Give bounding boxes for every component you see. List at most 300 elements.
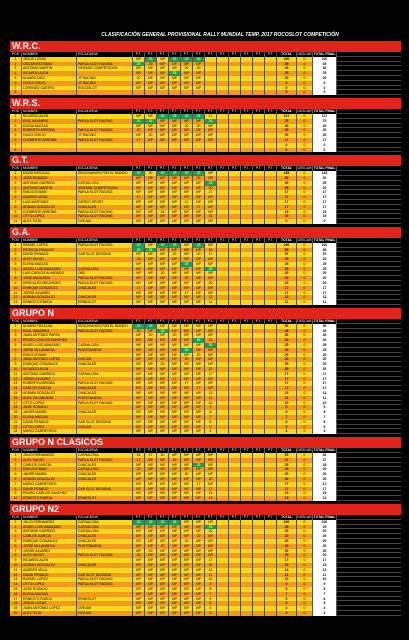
row-stage-points: NP bbox=[205, 133, 217, 138]
row-stage-points: NP bbox=[169, 553, 181, 558]
header-stage: P.T. bbox=[217, 448, 229, 453]
row-name: ANTONIO GARRIDO bbox=[22, 529, 77, 534]
row-stage-points: 25 bbox=[133, 119, 145, 124]
row-team: CATNALOGA bbox=[77, 343, 133, 348]
row-stage-points: NP bbox=[205, 362, 217, 367]
row-stage-points: NP bbox=[169, 405, 181, 410]
row-stage-points: NP bbox=[133, 86, 145, 91]
row-team: PARLA SLOT RACING bbox=[77, 128, 133, 133]
row-stage-points: NP bbox=[145, 410, 157, 415]
row-stage-points: 13 bbox=[205, 295, 217, 300]
row-stage-points: NP bbox=[169, 477, 181, 482]
header-final: TOTAL FINAL bbox=[313, 319, 336, 324]
row-pos: 8 bbox=[10, 487, 22, 492]
row-stage-points: NP bbox=[205, 520, 217, 525]
row-stage-points bbox=[229, 90, 241, 95]
row-stage-points: 25 bbox=[181, 57, 193, 62]
row-stage-points: NP bbox=[145, 262, 157, 267]
header-stage: P.T. bbox=[169, 448, 181, 453]
row-stage-points: NP bbox=[133, 472, 145, 477]
header-total: TOTAL bbox=[277, 319, 297, 324]
row-name: ANTONIO GARRIDO bbox=[22, 372, 77, 377]
row-total: 17 bbox=[277, 558, 297, 563]
row-stage-points: 17 bbox=[205, 114, 217, 119]
row-pos: 5 bbox=[10, 76, 22, 81]
row-stage-points: NP bbox=[181, 396, 193, 401]
row-stage-points: NP bbox=[181, 563, 193, 568]
row-pos: 6 bbox=[10, 544, 22, 549]
section-3 bbox=[10, 227, 401, 305]
row-stage-points: NP bbox=[145, 386, 157, 391]
row-final: 4 bbox=[313, 606, 337, 611]
row-descarte: 0 bbox=[297, 214, 313, 219]
row-stage-points: 25 bbox=[145, 324, 157, 329]
row-descarte: 0 bbox=[297, 114, 313, 119]
row-stage-points: 3 bbox=[205, 611, 217, 616]
row-stage-points: 25 bbox=[145, 119, 157, 124]
header-descarte: DESCAR bbox=[297, 319, 312, 324]
row-stage-points: NP bbox=[181, 534, 193, 539]
row-name: ANGEL LUIS MANZANO bbox=[22, 343, 77, 348]
row-stage-points: NP bbox=[157, 525, 169, 530]
row-total: 6 bbox=[277, 597, 297, 602]
row-stage-points: NP bbox=[157, 611, 169, 616]
row-stage-points: NP bbox=[181, 214, 193, 219]
header-stage: P.T. bbox=[205, 109, 217, 114]
row-stage-points: NP bbox=[193, 553, 205, 558]
row-pos: 6 bbox=[10, 81, 22, 86]
header-stage: P.T. bbox=[181, 319, 193, 324]
row-stage-points: NP bbox=[157, 248, 169, 253]
row-total: 5 bbox=[277, 601, 297, 606]
row-final: 5 bbox=[313, 425, 337, 430]
row-stage-points: NP bbox=[157, 482, 169, 487]
row-stage-points: NP bbox=[145, 553, 157, 558]
row-pos: 18 bbox=[10, 405, 22, 410]
row-stage-points: NP bbox=[193, 458, 205, 463]
row-stage-points: NP bbox=[145, 66, 157, 71]
row-stage-points: NP bbox=[169, 181, 181, 186]
row-pos: 11 bbox=[10, 291, 22, 296]
row-stage-points: 20 bbox=[133, 128, 145, 133]
row-descarte: 0 bbox=[297, 333, 313, 338]
row-stage-points: NP bbox=[133, 539, 145, 544]
row-pos: 4 bbox=[10, 128, 22, 133]
row-stage-points bbox=[157, 148, 169, 153]
row-name: JORDI VILLANUEVA bbox=[22, 544, 77, 549]
row-name: ROBERTO ARROBA bbox=[22, 128, 77, 133]
section-6 bbox=[10, 504, 401, 616]
row-descarte: 0 bbox=[297, 71, 313, 76]
row-pos: 8 bbox=[10, 90, 22, 95]
row-pos: 7 bbox=[10, 353, 22, 358]
row-pos: 6 bbox=[10, 477, 22, 482]
row-stage-points: NP bbox=[157, 257, 169, 262]
row-stage-points: 20 bbox=[193, 252, 205, 257]
row-stage-points: NP bbox=[133, 487, 145, 492]
row-stage-points: NP bbox=[193, 219, 205, 224]
row-total: 17 bbox=[277, 377, 297, 382]
row-stage-points: 15 bbox=[205, 338, 217, 343]
row-name bbox=[22, 90, 77, 95]
row-stage-points: NP bbox=[169, 271, 181, 276]
row-stage-points: 25 bbox=[133, 248, 145, 253]
row-stage-points: NP bbox=[133, 81, 145, 86]
row-stage-points: 4 bbox=[205, 429, 217, 434]
row-stage-points: 25 bbox=[205, 267, 217, 272]
row-stage-points: NP bbox=[181, 611, 193, 616]
row-stage-points: 25 bbox=[205, 525, 217, 530]
row-pos: 7 bbox=[10, 271, 22, 276]
row-stage-points bbox=[181, 148, 193, 153]
row-descarte: 0 bbox=[297, 429, 313, 434]
row-pos: 7 bbox=[10, 86, 22, 91]
row-descarte: 0 bbox=[297, 205, 313, 210]
row-descarte: 0 bbox=[297, 248, 313, 253]
row-stage-points: NP bbox=[193, 415, 205, 420]
row-final: 100 bbox=[313, 243, 337, 248]
row-stage-points: 15 bbox=[205, 491, 217, 496]
row-final: 17 bbox=[313, 487, 337, 492]
row-final: 17 bbox=[313, 138, 337, 143]
row-final: 20 bbox=[313, 467, 337, 472]
header-stage: P.T. bbox=[253, 52, 265, 57]
row-final: 20 bbox=[313, 357, 337, 362]
row-stage-points: NP bbox=[157, 396, 169, 401]
row-stage-points: NP bbox=[133, 496, 145, 501]
row-team: CATNALOGA bbox=[77, 181, 133, 186]
row-final: 11 bbox=[313, 396, 337, 401]
row-pos: 4 bbox=[10, 338, 22, 343]
row-stage-points: NP bbox=[157, 425, 169, 430]
row-stage-points: NP bbox=[193, 357, 205, 362]
row-pos: 14 bbox=[10, 582, 22, 587]
row-stage-points: NP bbox=[133, 124, 145, 129]
row-stage-points: 25 bbox=[133, 62, 145, 67]
row-stage-points: 20 bbox=[193, 534, 205, 539]
row-total: 20 bbox=[277, 186, 297, 191]
row-total: 20 bbox=[277, 553, 297, 558]
row-stage-points: NP bbox=[181, 544, 193, 549]
row-pos: 1 bbox=[10, 243, 22, 248]
row-stage-points: NP bbox=[193, 477, 205, 482]
row-total: 45 bbox=[277, 329, 297, 334]
row-stage-points: NP bbox=[133, 573, 145, 578]
row-team: CATNALOGA bbox=[77, 467, 133, 472]
header-stage: P.T. bbox=[217, 515, 229, 520]
table-row bbox=[10, 611, 401, 616]
row-stage-points: 20 bbox=[157, 271, 169, 276]
row-stage-points: 17 bbox=[181, 381, 193, 386]
row-stage-points: 15 bbox=[205, 248, 217, 253]
row-stage-points: 25 bbox=[193, 338, 205, 343]
row-name: PEDRO CARLOS SANCHEZ bbox=[22, 338, 77, 343]
row-stage-points: NP bbox=[181, 62, 193, 67]
row-final: 8 bbox=[313, 410, 337, 415]
row-stage-points: NP bbox=[181, 71, 193, 76]
header-stage: P.T. bbox=[157, 109, 169, 114]
row-stage-points: 20 bbox=[205, 186, 217, 191]
row-stage-points: NP bbox=[169, 463, 181, 468]
row-stage-points: NP bbox=[205, 205, 217, 210]
row-descarte: 0 bbox=[297, 391, 313, 396]
row-descarte: 0 bbox=[297, 472, 313, 477]
row-stage-points: NP bbox=[145, 343, 157, 348]
row-stage-points: NP bbox=[157, 577, 169, 582]
row-name: PATRICIA FIDALGO bbox=[22, 248, 77, 253]
row-name: JOSE ROSADO bbox=[22, 405, 77, 410]
section-1 bbox=[10, 98, 401, 152]
row-stage-points: 25 bbox=[169, 71, 181, 76]
row-pos: 14 bbox=[10, 386, 22, 391]
row-name: ANDRES VILLA bbox=[22, 568, 77, 573]
header-stage: P.T. bbox=[265, 166, 277, 171]
row-total: 25 bbox=[277, 343, 297, 348]
header-total: TOTAL bbox=[277, 52, 297, 57]
row-stage-points: NP bbox=[157, 496, 169, 501]
row-stage-points: NP bbox=[145, 300, 157, 305]
row-total: 15 bbox=[277, 563, 297, 568]
row-stage-points: NP bbox=[181, 592, 193, 597]
row-descarte: 0 bbox=[297, 128, 313, 133]
row-stage-points bbox=[229, 300, 241, 305]
row-stage-points: NP bbox=[145, 467, 157, 472]
row-stage-points: 13 bbox=[205, 568, 217, 573]
row-stage-points: NP bbox=[145, 295, 157, 300]
row-total: 4 bbox=[277, 429, 297, 434]
header-descarte: DESCAR bbox=[297, 237, 312, 242]
header-stage: P.T. bbox=[217, 166, 229, 171]
row-stage-points: NP bbox=[145, 472, 157, 477]
row-name: EMILIO EVANS bbox=[22, 190, 77, 195]
row-stage-points: NP bbox=[193, 529, 205, 534]
row-stage-points: NP bbox=[133, 176, 145, 181]
row-stage-points: NP bbox=[205, 176, 217, 181]
row-descarte: 0 bbox=[297, 171, 313, 176]
row-stage-points: NP bbox=[181, 333, 193, 338]
row-pos: 19 bbox=[10, 410, 22, 415]
row-stage-points: NP bbox=[133, 300, 145, 305]
row-final: 20 bbox=[313, 362, 337, 367]
row-stage-points: NP bbox=[193, 453, 205, 458]
row-name: JOSE AGUILERA bbox=[22, 276, 77, 281]
row-name: ERNESTO RUEDA bbox=[22, 496, 77, 501]
row-stage-points: NP bbox=[133, 57, 145, 62]
row-stage-points: NP bbox=[133, 276, 145, 281]
row-stage-points: NP bbox=[169, 86, 181, 91]
row-stage-points: 25 bbox=[193, 243, 205, 248]
row-pos: 1 bbox=[10, 171, 22, 176]
row-final: 20 bbox=[313, 477, 337, 482]
row-stage-points: NP bbox=[133, 71, 145, 76]
row-stage-points: NP bbox=[193, 558, 205, 563]
row-total: 9 bbox=[277, 405, 297, 410]
row-stage-points: 17 bbox=[205, 487, 217, 492]
row-pos: 8 bbox=[10, 205, 22, 210]
row-stage-points: 25 bbox=[145, 520, 157, 525]
row-name: ALEX SALSO bbox=[22, 458, 77, 463]
row-total: 13 bbox=[277, 391, 297, 396]
row-pos: 5 bbox=[10, 539, 22, 544]
row-total: 7 bbox=[277, 592, 297, 597]
row-descarte: 0 bbox=[297, 291, 313, 296]
row-stage-points: NP bbox=[181, 453, 193, 458]
row-descarte: 0 bbox=[297, 601, 313, 606]
row-stage-points: 25 bbox=[181, 171, 193, 176]
row-stage-points: 17 bbox=[133, 138, 145, 143]
row-stage-points: NP bbox=[133, 200, 145, 205]
row-name: DAVID PENADO bbox=[22, 487, 77, 492]
header-stage: P.T. bbox=[217, 109, 229, 114]
row-stage-points: NP bbox=[205, 291, 217, 296]
row-pos: 1 bbox=[10, 114, 22, 119]
row-stage-points: NP bbox=[145, 391, 157, 396]
row-stage-points: NP bbox=[133, 396, 145, 401]
row-stage-points: NP bbox=[169, 214, 181, 219]
row-stage-points: 17 bbox=[145, 453, 157, 458]
row-stage-points: 6 bbox=[205, 597, 217, 602]
row-stage-points: 17 bbox=[181, 200, 193, 205]
row-final: 8 bbox=[313, 587, 337, 592]
header-stage: P.T. bbox=[145, 448, 157, 453]
header-total: TOTAL bbox=[277, 109, 297, 114]
row-stage-points: NP bbox=[145, 534, 157, 539]
row-stage-points: NP bbox=[157, 487, 169, 492]
row-stage-points: NP bbox=[193, 405, 205, 410]
row-total: 15 bbox=[277, 210, 297, 215]
row-pos: 12 bbox=[10, 377, 22, 382]
header-stage: P.T. bbox=[169, 319, 181, 324]
row-team: CHACALES bbox=[77, 563, 133, 568]
row-stage-points: 17 bbox=[181, 291, 193, 296]
row-name: JORGE ALVAREZ bbox=[22, 377, 77, 382]
row-team: OVEJAS bbox=[77, 611, 133, 616]
row-stage-points: NP bbox=[157, 386, 169, 391]
row-stage-points: NP bbox=[157, 267, 169, 272]
row-stage-points: NP bbox=[169, 525, 181, 530]
row-pos: 1 bbox=[10, 520, 22, 525]
row-stage-points: 20 bbox=[133, 257, 145, 262]
header-stage: P.T. bbox=[169, 52, 181, 57]
row-stage-points: 9 bbox=[205, 582, 217, 587]
row-stage-points: NP bbox=[205, 271, 217, 276]
row-final: 11 bbox=[313, 300, 337, 305]
row-name: ANTONIO MARTIN bbox=[22, 66, 77, 71]
header-stage: P.T. bbox=[181, 448, 193, 453]
header-stage: P.T. bbox=[145, 319, 157, 324]
row-stage-points: NP bbox=[181, 219, 193, 224]
header-final: TOTAL FINAL bbox=[313, 109, 336, 114]
row-stage-points: NP bbox=[181, 353, 193, 358]
header-stage: P.T. bbox=[157, 52, 169, 57]
header-descarte: DESCAR bbox=[297, 166, 312, 171]
row-stage-points: 7 bbox=[205, 415, 217, 420]
row-stage-points: NP bbox=[133, 425, 145, 430]
row-stage-points: NP bbox=[145, 353, 157, 358]
row-stage-points: NP bbox=[181, 372, 193, 377]
row-descarte: 0 bbox=[297, 281, 313, 286]
row-descarte: 0 bbox=[297, 190, 313, 195]
row-name: ADRIAN GONZALEZ bbox=[22, 477, 77, 482]
row-name: OSCAR ESTEBAN bbox=[22, 62, 77, 67]
row-stage-points bbox=[169, 90, 181, 95]
row-final: 20 bbox=[313, 176, 337, 181]
row-stage-points: NP bbox=[181, 549, 193, 554]
row-descarte: 0 bbox=[297, 496, 313, 501]
header-stage: P.T. bbox=[181, 52, 193, 57]
row-final: 9 bbox=[313, 582, 337, 587]
row-stage-points: NP bbox=[133, 219, 145, 224]
row-stage-points bbox=[169, 148, 181, 153]
row-descarte: 0 bbox=[297, 57, 313, 62]
row-stage-points: NP bbox=[157, 214, 169, 219]
row-final: 5 bbox=[313, 601, 337, 606]
row-descarte: 0 bbox=[297, 577, 313, 582]
row-descarte: 0 bbox=[297, 286, 313, 291]
row-stage-points: NP bbox=[193, 214, 205, 219]
row-stage-points bbox=[265, 429, 277, 434]
row-pos: 23 bbox=[10, 429, 22, 434]
row-stage-points: NP bbox=[181, 405, 193, 410]
row-stage-points: NP bbox=[193, 281, 205, 286]
row-stage-points: 25 bbox=[169, 520, 181, 525]
header-stage: P.T. bbox=[169, 166, 181, 171]
row-stage-points bbox=[205, 148, 217, 153]
row-stage-points: NP bbox=[157, 367, 169, 372]
row-final: 17 bbox=[313, 200, 337, 205]
row-team: PARLA SLOT RACING bbox=[77, 214, 133, 219]
row-final: 37 bbox=[313, 458, 337, 463]
row-final: 25 bbox=[313, 525, 337, 530]
row-descarte: 0 bbox=[297, 544, 313, 549]
row-stage-points: NP bbox=[157, 348, 169, 353]
row-stage-points: NP bbox=[169, 563, 181, 568]
row-stage-points: NP bbox=[205, 257, 217, 262]
row-stage-points: NP bbox=[169, 391, 181, 396]
row-stage-points: NP bbox=[169, 420, 181, 425]
row-stage-points bbox=[229, 496, 241, 501]
row-stage-points: NP bbox=[169, 324, 181, 329]
row-pos: 20 bbox=[10, 415, 22, 420]
row-stage-points bbox=[265, 611, 277, 616]
row-final: 10 bbox=[313, 577, 337, 582]
row-stage-points: NP bbox=[169, 582, 181, 587]
row-stage-points: 15 bbox=[157, 210, 169, 215]
row-total: 17 bbox=[277, 487, 297, 492]
row-stage-points: NP bbox=[157, 66, 169, 71]
header-stage: P.T. bbox=[193, 448, 205, 453]
row-stage-points: NP bbox=[133, 357, 145, 362]
header-stage: P.T. bbox=[145, 52, 157, 57]
row-stage-points: NP bbox=[157, 592, 169, 597]
row-final: 6 bbox=[313, 597, 337, 602]
section-2 bbox=[10, 155, 401, 224]
row-stage-points: NP bbox=[169, 577, 181, 582]
row-team: CHACALES bbox=[77, 391, 133, 396]
row-stage-points: 17 bbox=[205, 190, 217, 195]
row-total: 3 bbox=[277, 611, 297, 616]
row-stage-points: NP bbox=[205, 276, 217, 281]
row-stage-points: NP bbox=[157, 176, 169, 181]
row-name: JESUS LOSAS bbox=[22, 601, 77, 606]
row-name: LUIS CARLOS ALVARADO bbox=[22, 271, 77, 276]
row-stage-points: NP bbox=[205, 333, 217, 338]
header-total: TOTAL bbox=[277, 238, 297, 243]
row-stage-points: NP bbox=[169, 539, 181, 544]
row-stage-points: NP bbox=[193, 539, 205, 544]
row-stage-points: NP bbox=[169, 425, 181, 430]
row-stage-points: NP bbox=[205, 195, 217, 200]
